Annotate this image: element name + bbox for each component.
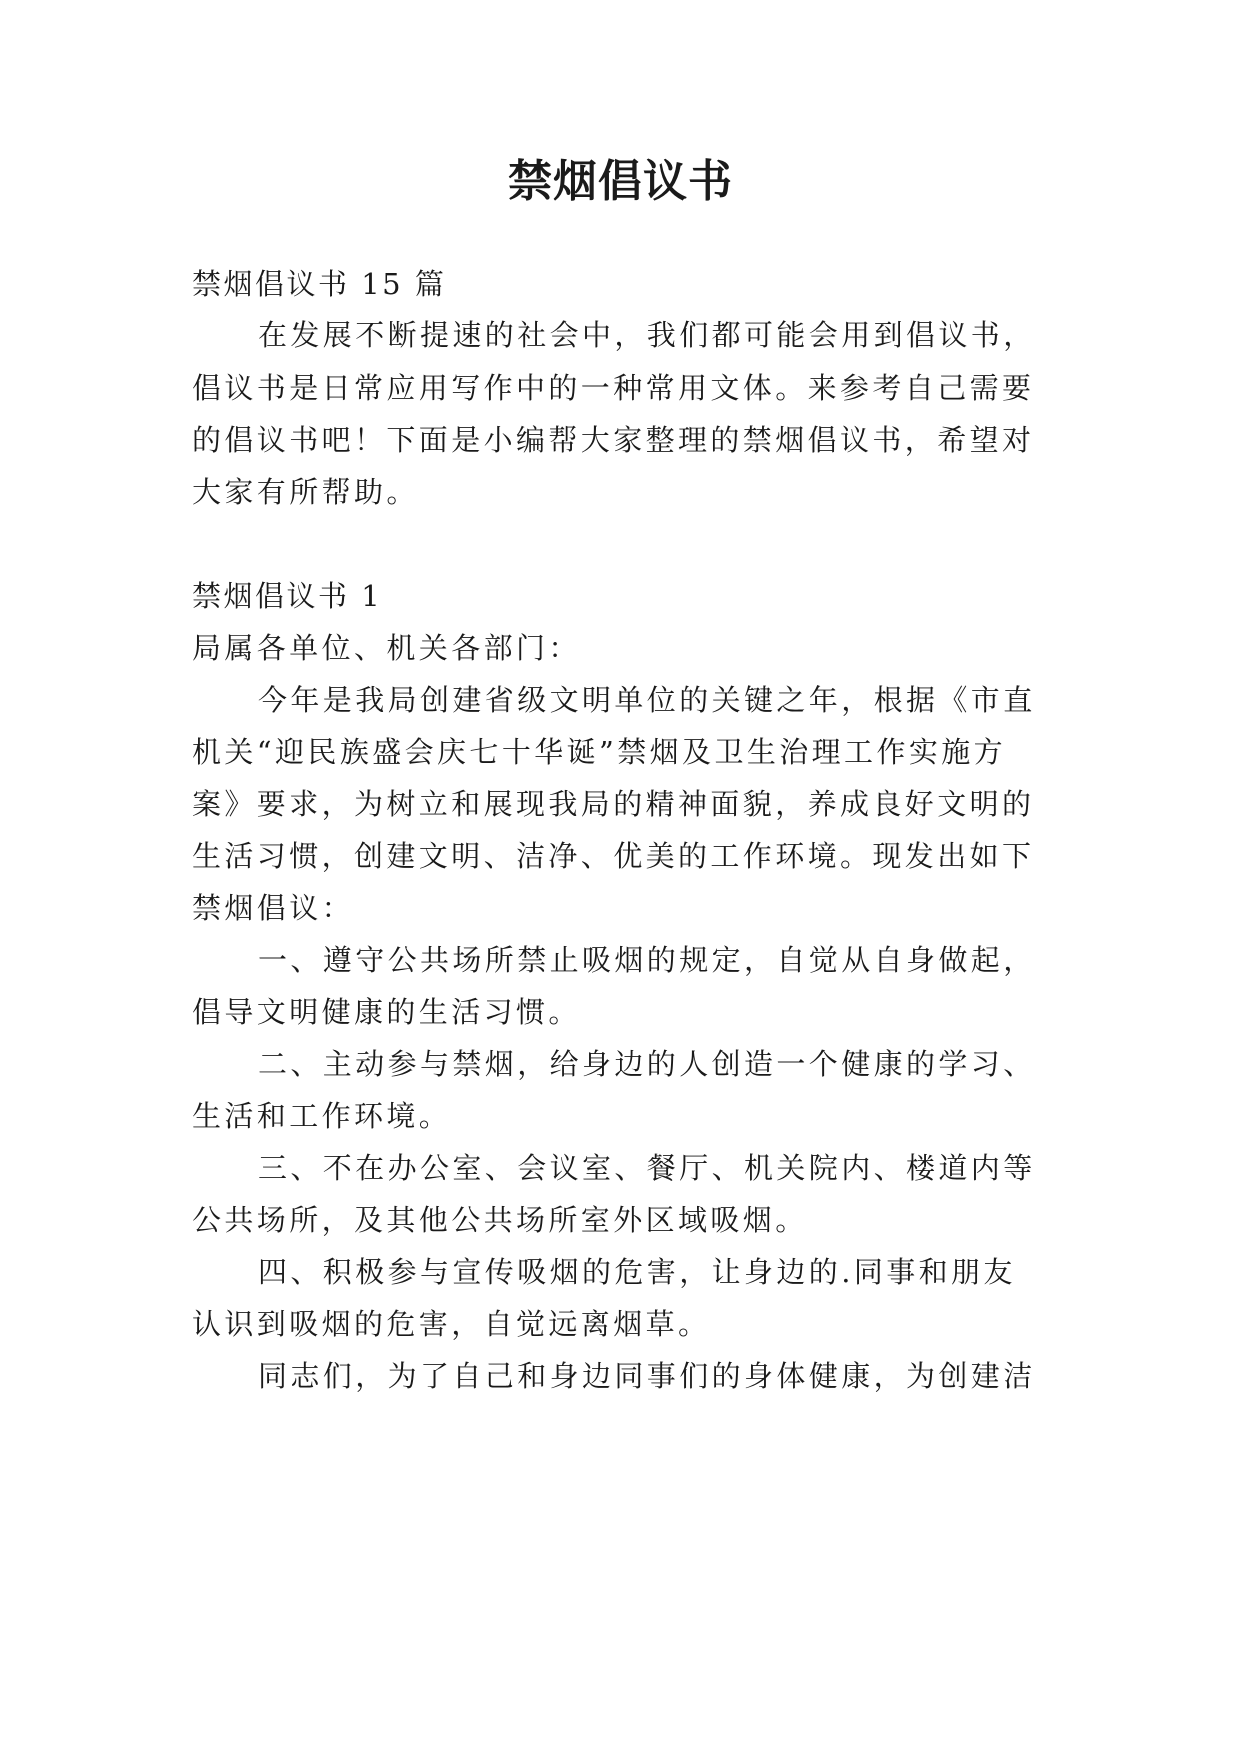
text-line: 的倡议书吧！下面是小编帮大家整理的禁烟倡议书，希望对 <box>192 423 1035 457</box>
text-line: 二、主动参与禁烟，给身边的人创造一个健康的学习、 <box>258 1047 1036 1081</box>
text-line: 生活习惯，创建文明、洁净、优美的工作环境。现发出如下 <box>192 839 1035 873</box>
text-line: 认识到吸烟的危害，自觉远离烟草。 <box>192 1307 711 1341</box>
section-heading: 禁烟倡议书 1 <box>192 579 383 613</box>
text-line: 机关“迎民族盛会庆七十华诞”禁烟及卫生治理工作实施方 <box>192 735 1007 769</box>
text-line: 公共场所，及其他公共场所室外区域吸烟。 <box>192 1203 808 1237</box>
section-heading: 禁烟倡议书 15 篇 <box>192 267 447 301</box>
text-line: 禁烟倡议： <box>192 891 355 925</box>
text-line: 一、遵守公共场所禁止吸烟的规定，自觉从自身做起， <box>258 943 1036 977</box>
text-line: 大家有所帮助。 <box>192 475 419 509</box>
document-title: 禁烟倡议书 <box>508 156 733 207</box>
text-line: 今年是我局创建省级文明单位的关键之年，根据《市直 <box>258 683 1036 717</box>
text-line: 同志们，为了自己和身边同事们的身体健康，为创建洁 <box>258 1359 1036 1393</box>
text-line: 案》要求，为树立和展现我局的精神面貌，养成良好文明的 <box>192 787 1035 821</box>
text-line: 四、积极参与宣传吸烟的危害，让身边的.同事和朋友 <box>258 1255 1016 1289</box>
text-line: 三、不在办公室、会议室、餐厅、机关院内、楼道内等 <box>258 1151 1036 1185</box>
text-line: 生活和工作环境。 <box>192 1099 452 1133</box>
text-line: 倡导文明健康的生活习惯。 <box>192 995 581 1029</box>
salutation: 局属各单位、机关各部门： <box>192 631 581 665</box>
text-line: 在发展不断提速的社会中，我们都可能会用到倡议书， <box>258 318 1036 352</box>
text-line: 倡议书是日常应用写作中的一种常用文体。来参考自己需要 <box>192 371 1035 405</box>
